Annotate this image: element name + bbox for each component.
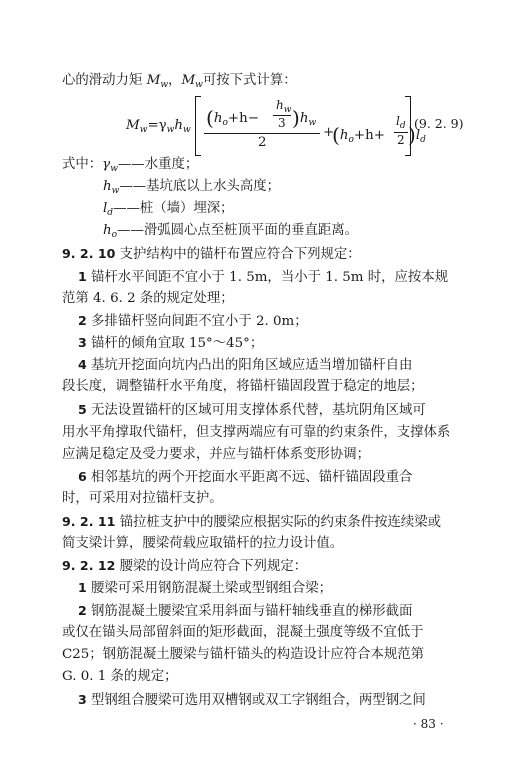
main-frac-bar: [204, 133, 320, 134]
line-text: 应满足稳定及受力要求，并应与锚杆体系变形协调；: [62, 447, 370, 462]
text-line: [62, 624, 424, 642]
text-line: [62, 668, 178, 686]
line-text: 范第 4. 6. 2 条的规定处理；: [62, 291, 234, 306]
item-number: 1: [78, 580, 87, 595]
item-number: 1: [78, 269, 87, 284]
line-text: 基坑开挖面向坑内凸出的阳角区域应适当增加锚杆自由: [86, 358, 413, 373]
line-text: 用水平角撑取代锚杆，但支撑两端应有可靠的约束条件，支撑体系: [62, 425, 451, 440]
var-m: M: [181, 73, 196, 88]
where-line: $h_w——$基坑底以上水头高度；: [103, 179, 281, 196]
text-line: [78, 579, 332, 598]
item-number: 3: [78, 335, 87, 350]
line-text: 相邻基坑的两个开挖面水平距离不远、锚杆锚固段重合: [86, 470, 413, 485]
item-number: 9. 2. 12: [62, 558, 116, 573]
item-number: 6: [78, 469, 87, 484]
text-line: [78, 334, 263, 353]
frac2-den: 2: [397, 133, 405, 147]
text-line: [62, 424, 450, 442]
where-line: $h_o——$滑弧圆心点至桩顶平面的垂直距离。: [103, 223, 359, 240]
intro-text: 可按下式计算：: [202, 73, 297, 88]
line-text: 简支梁计算，腰梁荷载应取锚杆的拉力设计值。: [62, 536, 344, 551]
where-line: $l_d——$桩（墙）埋深；: [103, 201, 234, 218]
right-bracket-shape: [405, 96, 411, 156]
line-text: G. 0. 1 条的规定；: [62, 669, 178, 684]
item-number: 5: [78, 402, 87, 417]
second-term-open: ($h_o+h+$: [332, 123, 385, 147]
line-text: 时，可采用对拉锚杆支护。: [62, 491, 223, 506]
text-line: [78, 468, 412, 487]
intro-text: 心的滑动力矩: [62, 73, 147, 88]
line-text: 锚杆的倾角宜取 15°～45°；: [86, 336, 264, 351]
var-m: M: [146, 73, 161, 88]
formula-lhs: $M_w=\gamma_wh_w$: [126, 118, 191, 135]
line-text: 支护结构中的锚杆布置应符合下列规定：: [115, 247, 361, 262]
inner-frac-num: $h_w$: [276, 98, 292, 115]
line-text: 钢筋混凝土腰梁宜采用斜面与锚杆轴线垂直的梯形截面: [86, 604, 413, 619]
left-bracket: [195, 96, 201, 156]
equation-number: (9. 2. 9): [414, 116, 464, 131]
where-line: 式中：$\gamma_w——$水重度；: [62, 157, 199, 174]
text-line: [78, 401, 426, 420]
line-text: 锚杆水平间距不宜小于 1. 5m，当小于 1. 5m 时，应按本规: [86, 270, 449, 285]
text-line: [62, 513, 441, 532]
line-text: 腰梁可采用钢筋混凝土梁或型钢组合梁；: [86, 581, 333, 596]
frac2-num: $l_d$: [396, 114, 406, 131]
page-number: · 83 ·: [413, 717, 444, 731]
text-line: [78, 691, 426, 710]
line-text: 腰梁的设计尚应符合下列规定：: [115, 559, 308, 574]
text-line: [78, 356, 412, 375]
text-line: [62, 446, 370, 464]
plus-sign: +: [323, 125, 335, 140]
item-number: 2: [78, 603, 87, 618]
text-line: [78, 602, 412, 621]
item-number: 4: [78, 357, 87, 372]
text-line: [78, 268, 448, 287]
line-text: 或仅在锚头局部留斜面的矩形截面，混凝土强度等级不宜低于: [62, 625, 424, 640]
text-line: [78, 312, 308, 331]
text-line: [62, 378, 424, 396]
item-number: 3: [78, 692, 87, 707]
text-line: [62, 245, 361, 264]
text-line: [62, 646, 424, 664]
main-frac-den: 2: [258, 135, 267, 150]
line-text: 多排锚杆竖向间距不宜小于 2. 0m；: [86, 314, 308, 329]
formula-9-2-9: [118, 96, 426, 158]
line-text: 无法设置锚杆的区域可用支撑体系代替，基坑阴角区域可: [86, 403, 426, 418]
var-m-sub: w: [160, 80, 169, 90]
text-line: [62, 290, 234, 308]
item-number: 2: [78, 313, 87, 328]
frac-numerator-close: )$h_w$: [292, 106, 317, 130]
intro-line: [62, 72, 297, 90]
line-text: C25；钢筋混凝土腰梁与锚杆锚头的构造设计应符合本规范第: [62, 647, 425, 662]
frac-numerator: ($h_o+h-$: [206, 106, 259, 130]
line-text: 型钢组合腰梁可选用双槽钢或双工字钢组合，两型钢之间: [86, 693, 426, 708]
text-line: [62, 490, 223, 508]
text-line: [62, 535, 343, 553]
text-line: [62, 557, 307, 576]
line-text: 段长度，调整锚杆水平角度，将锚杆锚固段置于稳定的地层；: [62, 379, 424, 394]
var-m-sub: w: [195, 80, 203, 90]
item-number: 9. 2. 10: [62, 246, 116, 261]
line-text: 锚拉桩支护中的腰梁应根据实际的约束条件按连续梁或: [115, 515, 442, 530]
item-number: 9. 2. 11: [62, 514, 116, 529]
second-term-close: )$l_d$: [408, 123, 426, 147]
inner-frac-den: 3: [278, 116, 286, 130]
comma: ，: [168, 73, 182, 88]
